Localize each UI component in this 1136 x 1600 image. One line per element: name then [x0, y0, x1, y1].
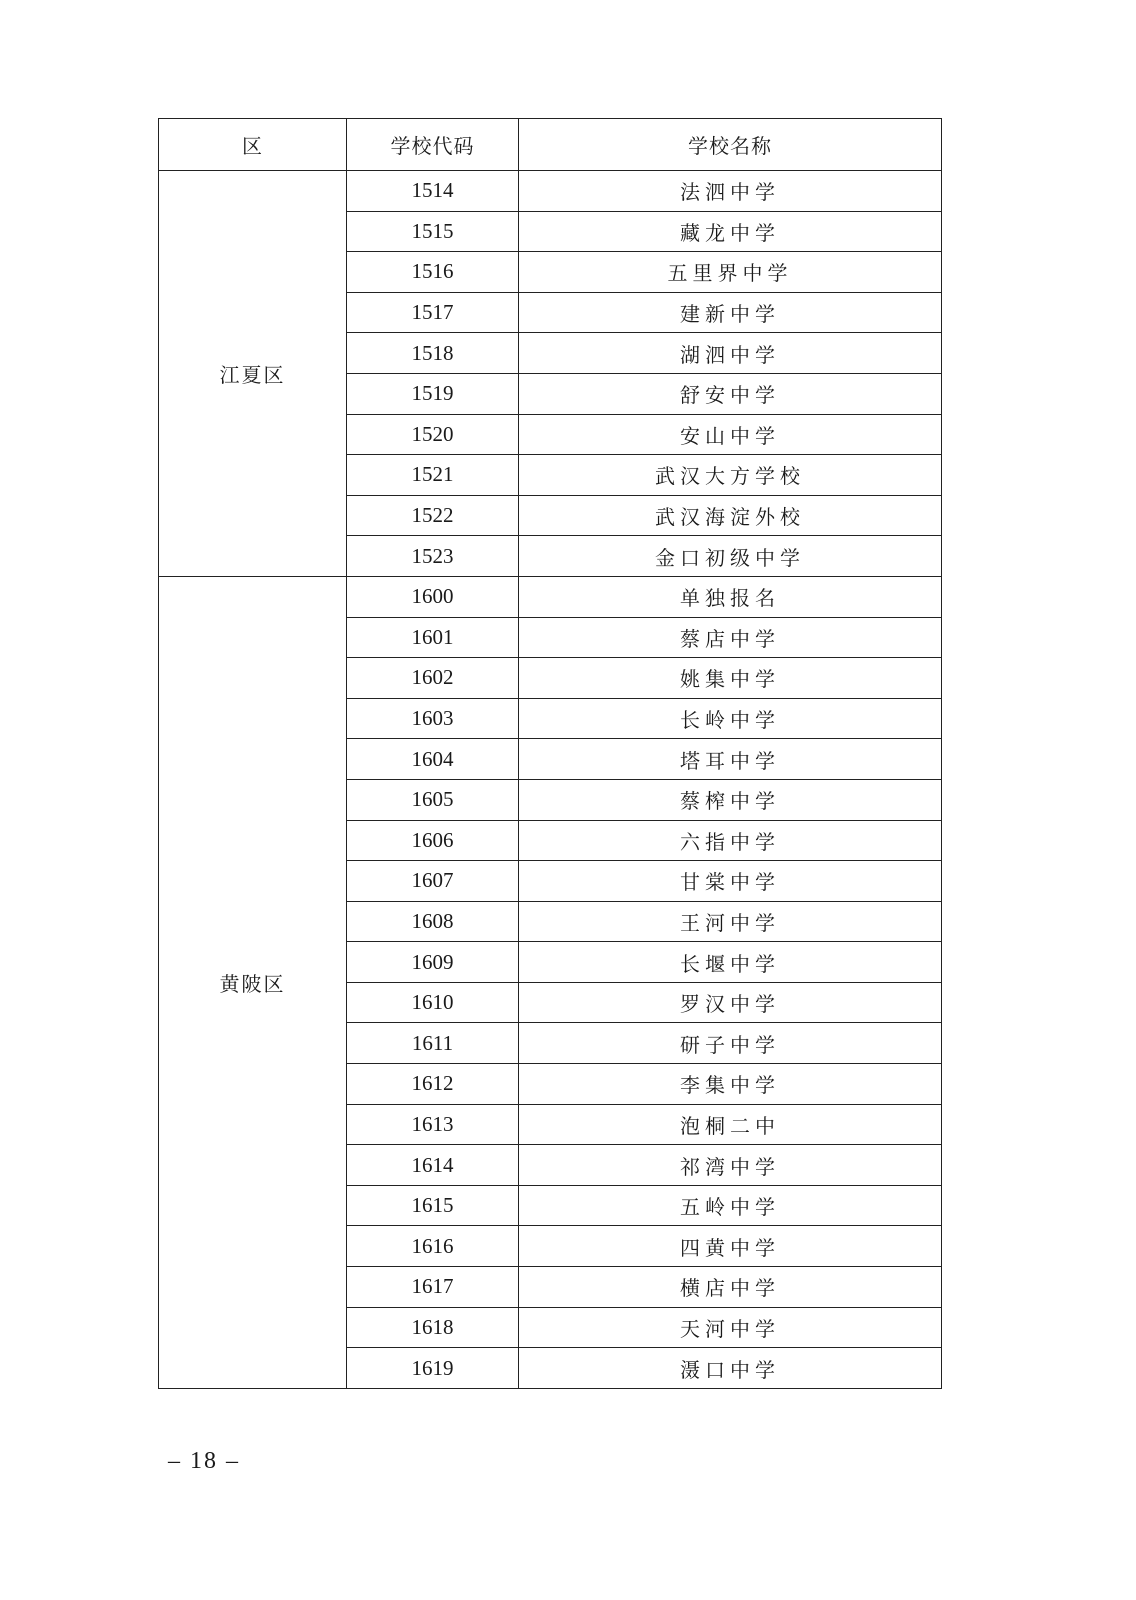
school-name-cell: 金口初级中学 — [519, 536, 942, 577]
school-code-cell: 1601 — [347, 617, 519, 658]
school-code-cell: 1608 — [347, 901, 519, 942]
school-name-cell: 藏龙中学 — [519, 211, 942, 252]
school-code-cell: 1523 — [347, 536, 519, 577]
school-name-cell: 安山中学 — [519, 414, 942, 455]
school-code-table-container — [158, 118, 942, 1389]
school-code-cell: 1614 — [347, 1145, 519, 1186]
table-row — [159, 576, 942, 617]
school-code-cell: 1521 — [347, 455, 519, 496]
school-name-cell: 建新中学 — [519, 292, 942, 333]
school-code-cell: 1605 — [347, 779, 519, 820]
school-code-cell: 1607 — [347, 861, 519, 902]
school-name-cell: 湖泗中学 — [519, 333, 942, 374]
school-code-cell: 1519 — [347, 373, 519, 414]
school-code-cell: 1615 — [347, 1185, 519, 1226]
school-name-cell: 法泗中学 — [519, 171, 942, 212]
page-number: – 18 – — [168, 1448, 240, 1474]
school-code-cell: 1603 — [347, 698, 519, 739]
school-code-cell: 1606 — [347, 820, 519, 861]
school-name-cell: 滠口中学 — [519, 1348, 942, 1389]
school-name-cell: 长岭中学 — [519, 698, 942, 739]
school-code-cell: 1604 — [347, 739, 519, 780]
table-body — [159, 171, 942, 1389]
header-school-code: 学校代码 — [347, 119, 519, 171]
school-name-cell: 塔耳中学 — [519, 739, 942, 780]
school-code-table — [158, 118, 942, 1389]
school-name-cell: 长堰中学 — [519, 942, 942, 983]
school-code-cell: 1611 — [347, 1023, 519, 1064]
header-school-name: 学校名称 — [519, 119, 942, 171]
district-cell: 黄陂区 — [159, 576, 347, 1388]
school-name-cell: 蔡榨中学 — [519, 779, 942, 820]
school-name-cell: 罗汉中学 — [519, 982, 942, 1023]
school-code-cell: 1616 — [347, 1226, 519, 1267]
school-code-cell: 1516 — [347, 252, 519, 293]
school-name-cell: 祁湾中学 — [519, 1145, 942, 1186]
school-code-cell: 1612 — [347, 1064, 519, 1105]
school-code-cell: 1515 — [347, 211, 519, 252]
table-header — [159, 119, 942, 171]
school-code-cell: 1613 — [347, 1104, 519, 1145]
school-code-cell: 1618 — [347, 1307, 519, 1348]
school-name-cell: 武汉海淀外校 — [519, 495, 942, 536]
school-name-cell: 武汉大方学校 — [519, 455, 942, 496]
school-code-cell: 1522 — [347, 495, 519, 536]
school-name-cell: 单独报名 — [519, 576, 942, 617]
school-code-cell: 1600 — [347, 576, 519, 617]
school-name-cell: 五里界中学 — [519, 252, 942, 293]
school-code-cell: 1514 — [347, 171, 519, 212]
school-code-cell: 1617 — [347, 1267, 519, 1308]
school-code-cell: 1518 — [347, 333, 519, 374]
school-name-cell: 李集中学 — [519, 1064, 942, 1105]
school-code-cell: 1619 — [347, 1348, 519, 1389]
school-name-cell: 泡桐二中 — [519, 1104, 942, 1145]
header-district: 区 — [159, 119, 347, 171]
school-code-cell: 1520 — [347, 414, 519, 455]
school-code-cell: 1609 — [347, 942, 519, 983]
school-name-cell: 王河中学 — [519, 901, 942, 942]
school-name-cell: 蔡店中学 — [519, 617, 942, 658]
school-name-cell: 横店中学 — [519, 1267, 942, 1308]
school-name-cell: 舒安中学 — [519, 373, 942, 414]
table-row — [159, 171, 942, 212]
school-name-cell: 研子中学 — [519, 1023, 942, 1064]
school-name-cell: 四黄中学 — [519, 1226, 942, 1267]
school-name-cell: 甘棠中学 — [519, 861, 942, 902]
school-name-cell: 天河中学 — [519, 1307, 942, 1348]
school-code-cell: 1602 — [347, 658, 519, 699]
school-name-cell: 五岭中学 — [519, 1185, 942, 1226]
district-cell: 江夏区 — [159, 171, 347, 577]
school-code-cell: 1610 — [347, 982, 519, 1023]
school-name-cell: 六指中学 — [519, 820, 942, 861]
school-name-cell: 姚集中学 — [519, 658, 942, 699]
school-code-cell: 1517 — [347, 292, 519, 333]
